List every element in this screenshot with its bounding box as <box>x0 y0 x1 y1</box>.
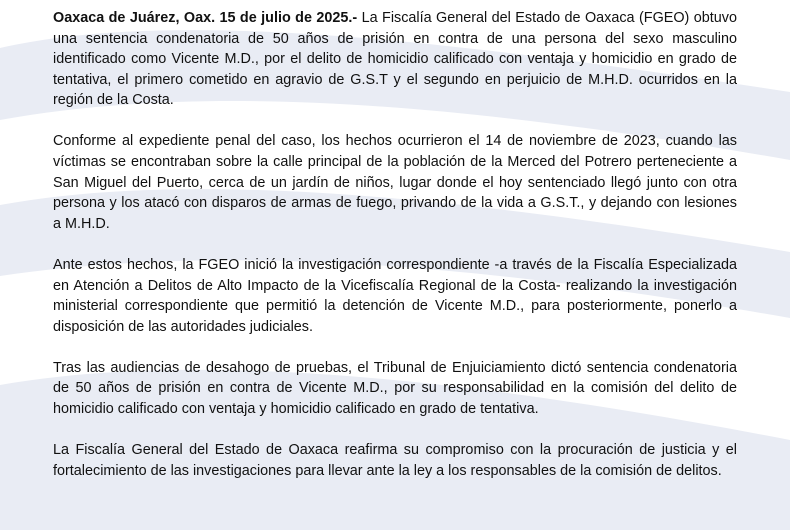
paragraph-investigation: Ante estos hechos, la FGEO inició la investigación correspondiente -a través de la Fiscalía Especializada en Atención a Delitos de Alto Impacto de la Vicefiscalía Regional de la Costa- realizando la investigación ministerial correspondiente que permitió la detención de Vicente M.D., para posteriormente, ponerlo a disposición de las autoridades judiciales. <box>53 256 737 335</box>
paragraph-case-facts: Conforme al expediente penal del caso, los hechos ocurrieron el 14 de noviembre de 2023, cuando las víctimas se encontraban sobre la calle principal de la población de la Merced del Potrero perteneciente a San Miguel del Puerto, cerca de un jardín de niños, lugar donde el hoy sentenciado llegó junto con otra persona y los atacó con disparos de armas de fuego, privando de la vida a G.S.T., y dejando con lesiones a M.H.D. <box>53 133 737 232</box>
lead-paragraph <box>53 8 737 111</box>
lead-text: La Fiscalía General del Estado de Oaxaca (FGEO) obtuvo una sentencia condenatoria de 50 años de prisión en contra de una persona del sexo masculino identificado como Vicente M.D., por el delito de homicidio calificado con ventaja y homicidio en grado de tentativa, el primero cometido en agravio de G.S.T y el segundo en perjuicio de M.H.D. ocurridos en la región de la Costa. <box>53 10 737 109</box>
paragraph-commitment: La Fiscalía General del Estado de Oaxaca reafirma su compromiso con la procuración de justicia y el fortalecimiento de las investigaciones para llevar ante la ley a los responsables de la comisión de delitos. <box>53 442 737 479</box>
dateline: Oaxaca de Juárez, Oax. 15 de julio de 2025.- <box>53 10 358 26</box>
press-release-body <box>53 8 737 502</box>
paragraph-sentence: Tras las audiencias de desahogo de pruebas, el Tribunal de Enjuiciamiento dictó sentencia condenatoria de 50 años de prisión en contra de Vicente M.D., por su responsabilidad en la comisión del delito de homicidio calificado con ventaja y homicidio calificado en grado de tentativa. <box>53 359 737 417</box>
